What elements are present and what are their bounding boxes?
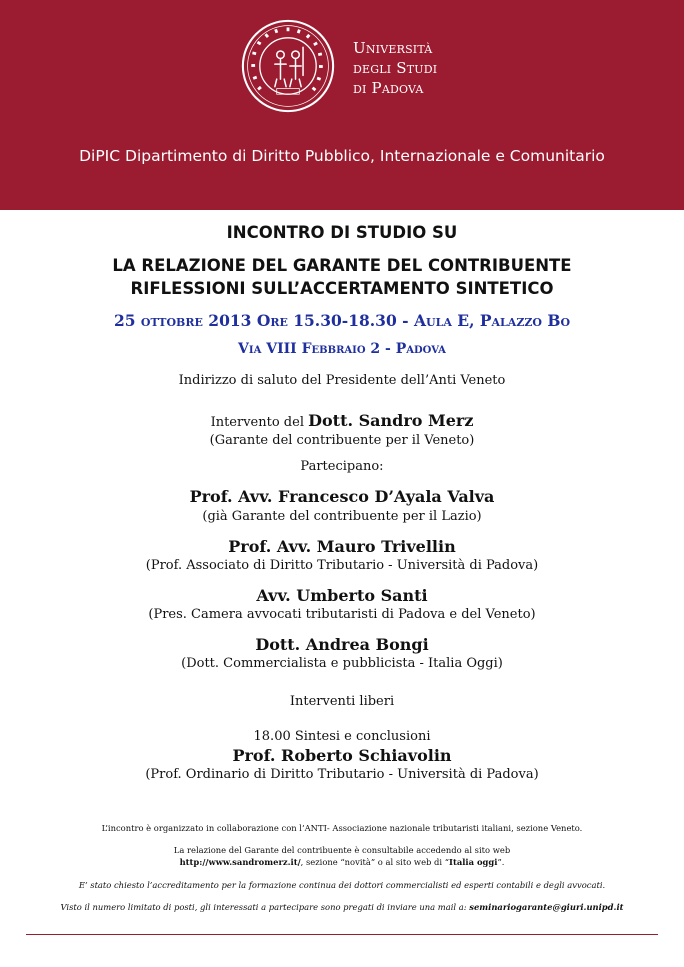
collaboration-note: L’incontro è organizzato in collaborazione con l’ANTI- Associazione nazionale tributaristi italiani, sezione Veneto.	[101, 823, 583, 833]
intervention-speaker-role: (Garante del contribuente per il Veneto)	[209, 433, 475, 448]
participant-role: (Dott. Commercialista e pubblicista - Italia Oggi)	[181, 656, 503, 671]
free-interventions: Interventi liberi	[289, 694, 395, 709]
university-name	[353, 38, 437, 98]
participants-label: Partecipano:	[300, 459, 384, 474]
event-title-line-1: LA RELAZIONE DEL GARANTE DEL CONTRIBUENTE	[112, 256, 572, 275]
department-name: DiPIC Dipartimento di Diritto Pubblico, Internazionale e Comunitario	[79, 147, 605, 165]
participant-name: Dott. Andrea Bongi	[255, 635, 429, 654]
event-kicker: INCONTRO DI STUDIO SU	[226, 223, 458, 242]
participant-name: Avv. Umberto Santi	[256, 586, 428, 605]
report-note-line-1: La relazione del Garante del contribuente è consultabile accedendo al sito web	[173, 845, 511, 855]
footer-divider	[26, 934, 658, 935]
event-address: Via VIII Febbraio 2 - Padova	[238, 341, 446, 357]
closing-time: 18.00 Sintesi e conclusioni	[253, 729, 431, 744]
registration-prefix: Visto il numero limitato di posti, gli interessati a partecipare sono pregati di inviare una mail a:	[60, 902, 470, 912]
report-note-end: ”.	[497, 857, 505, 867]
university-seal-logo	[241, 19, 335, 113]
university-line-1: Università	[353, 39, 433, 57]
intervention-prefix: Intervento del	[210, 415, 309, 430]
closing-speaker-role: (Prof. Ordinario di Diritto Tributario - Università di Padova)	[145, 767, 539, 782]
greeting-line: Indirizzo di saluto del Presidente dell’Anti Veneto	[178, 373, 506, 388]
intervention-speaker-name: Dott. Sandro Merz	[308, 411, 474, 430]
participant-role: (Pres. Camera avvocati tributaristi di Padova e del Veneto)	[148, 607, 536, 622]
participant-name: Prof. Avv. Mauro Trivellin	[228, 537, 456, 556]
event-title-line-2: RIFLESSIONI SULL’ACCERTAMENTO SINTETICO	[130, 279, 554, 298]
participant-role: (Prof. Associato di Diritto Tributario - Università di Padova)	[145, 558, 539, 573]
report-note-mid: , sezione “novità” o al sito web di “	[300, 857, 450, 867]
accreditation-note: E’ stato chiesto l’accreditamento per la formazione continua dei dottori commercialisti ed esperti contabili e degli avvocati.	[78, 880, 606, 890]
intervention-line	[0, 411, 684, 430]
header-band	[0, 0, 684, 210]
participant-name: Prof. Avv. Francesco D’Ayala Valva	[189, 487, 495, 506]
university-line-3: di Padova	[353, 79, 424, 97]
report-url-link[interactable]: http://www.sandromerz.it/	[179, 857, 301, 867]
report-site-name: Italia oggi	[449, 857, 498, 867]
university-line-2: degli Studi	[353, 59, 438, 77]
report-note-line-2	[0, 857, 684, 867]
registration-email-link[interactable]: seminariogarante@giuri.unipd.it	[469, 902, 624, 912]
participant-role: (già Garante del contribuente per il Lazio)	[202, 509, 482, 524]
registration-note	[0, 902, 684, 912]
event-date-time: 25 ottobre 2013 Ore 15.30-18.30 - Aula E, Palazzo Bo	[113, 311, 571, 330]
closing-speaker-name: Prof. Roberto Schiavolin	[232, 746, 452, 765]
